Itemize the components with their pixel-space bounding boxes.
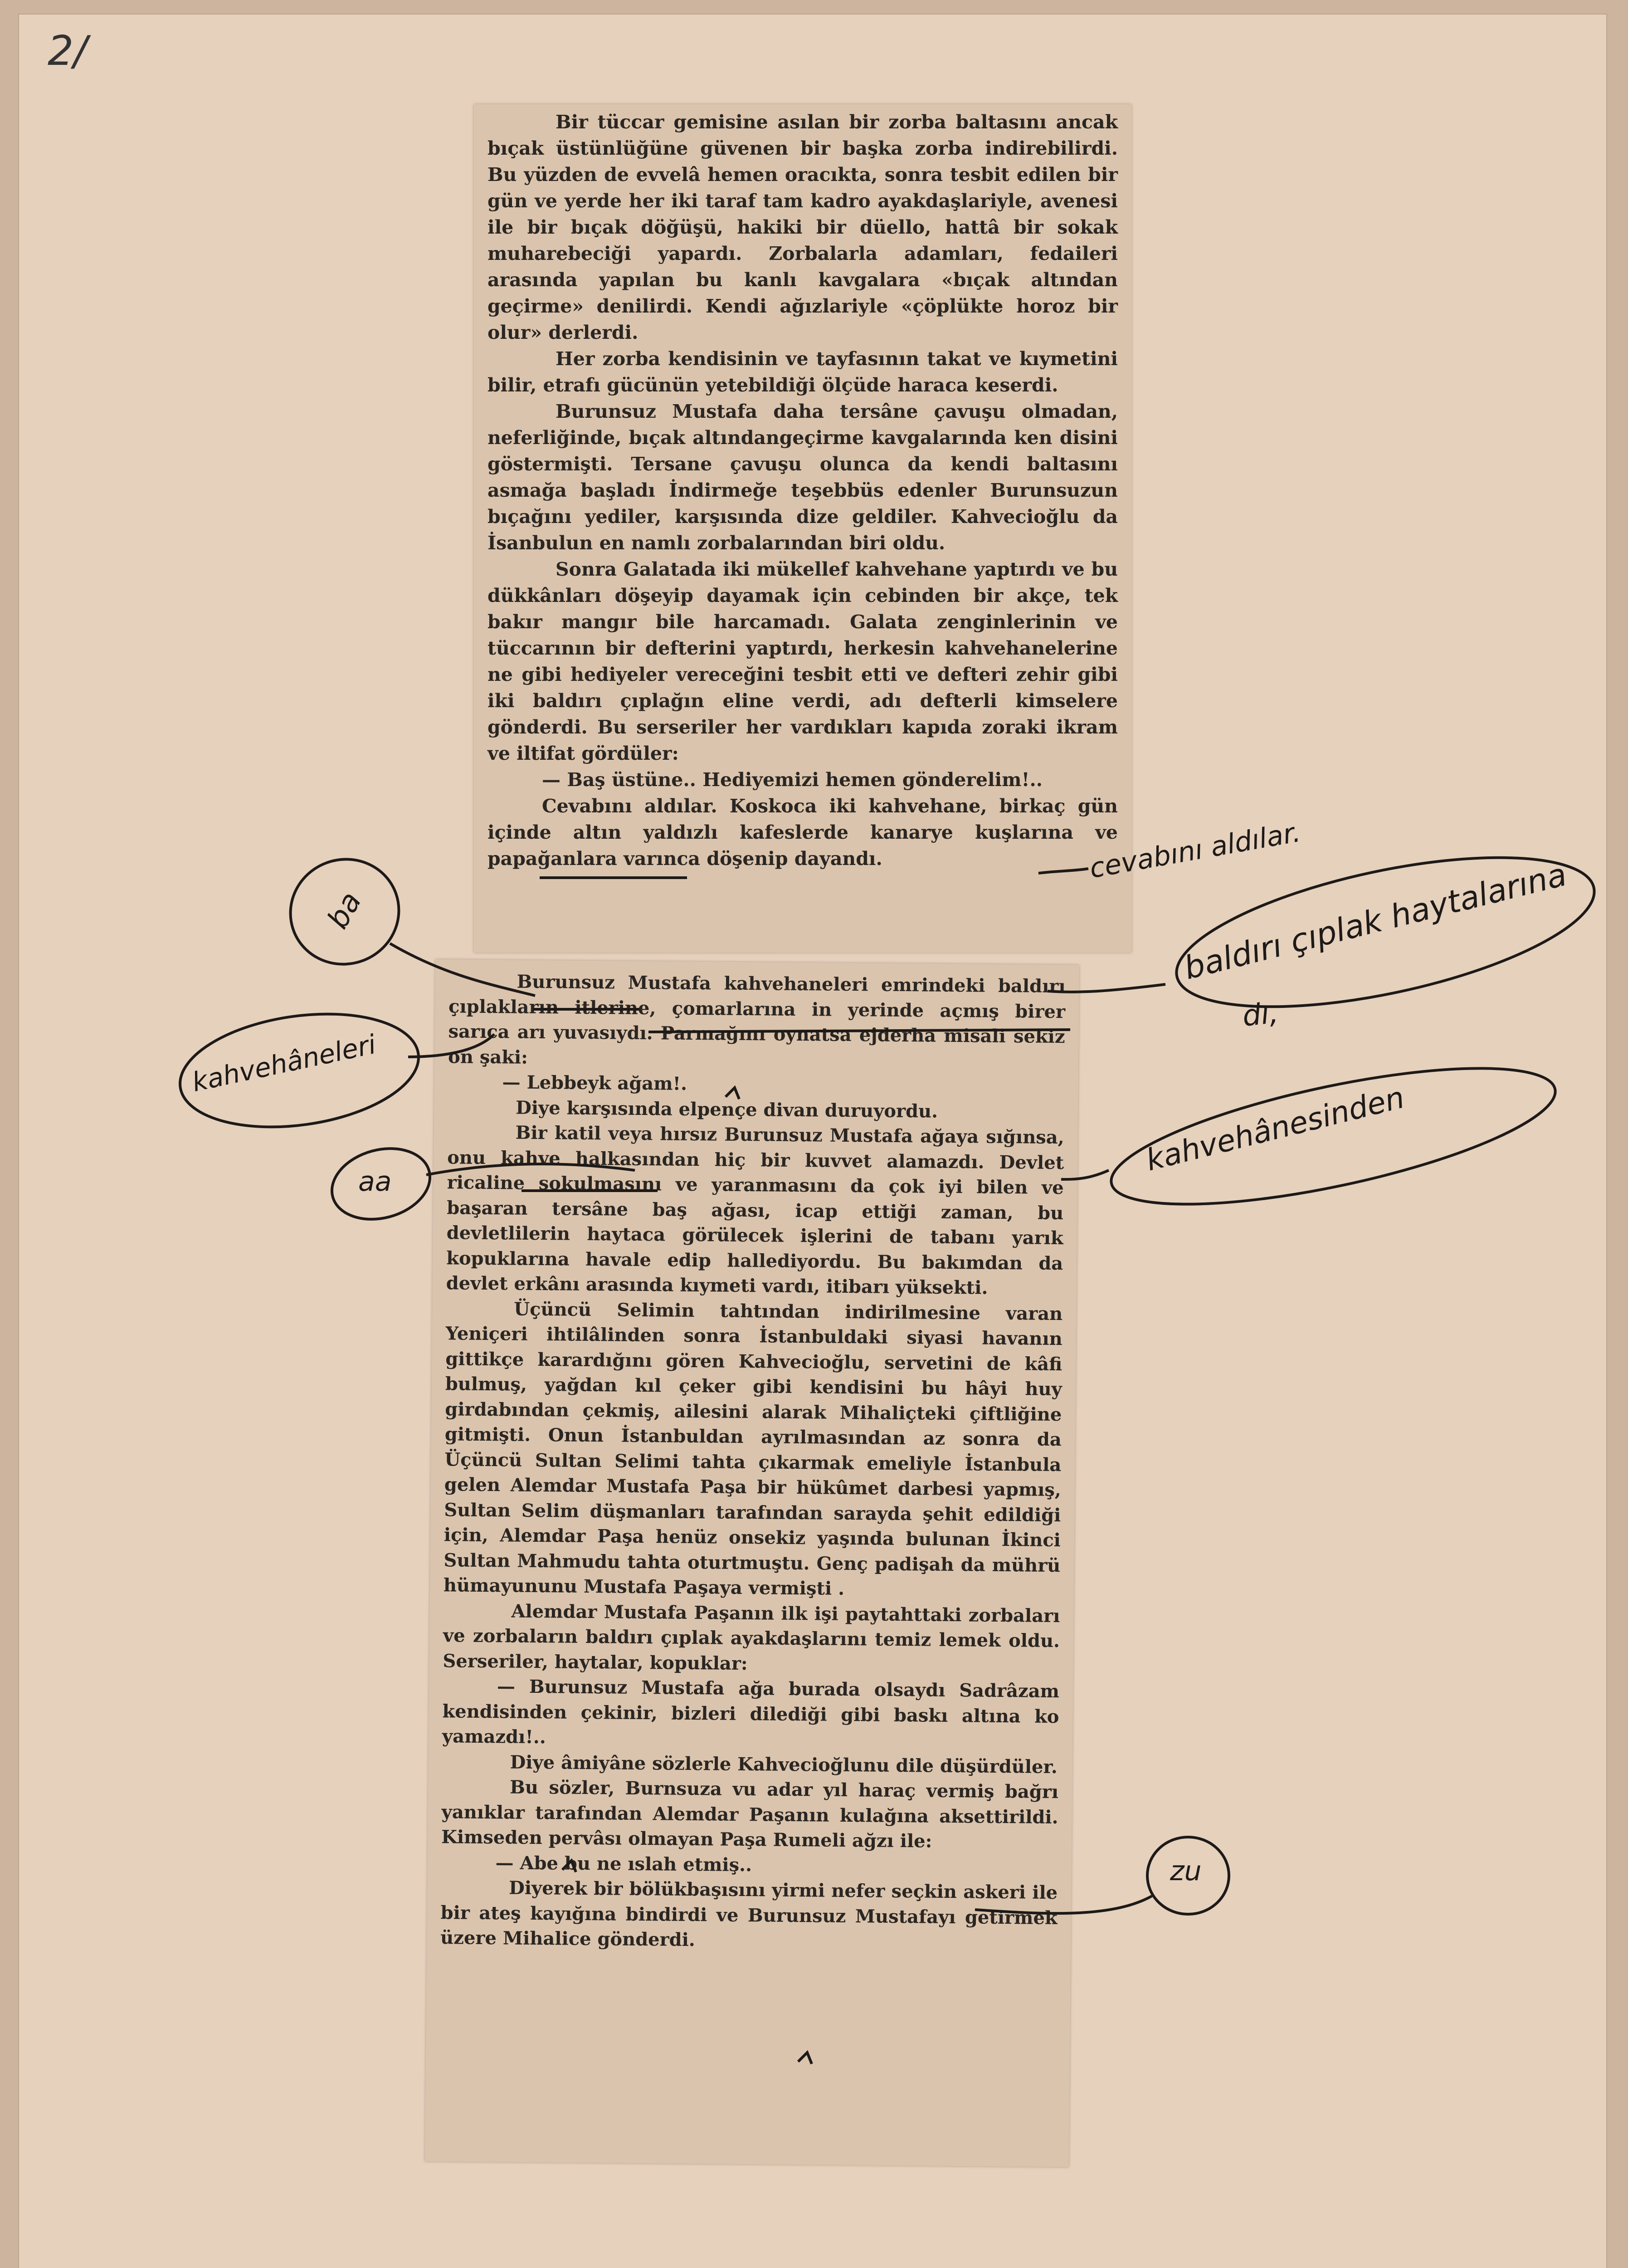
note-di: dı, (1241, 996, 1280, 1033)
note-baldiri-ciplak: baldırı çıplak haytalarına (1180, 855, 1570, 987)
newspaper-clipping-top (474, 104, 1131, 953)
dialogue-line: — Burunsuz Mustafa ağa burada olsaydı Sadrâzam kendisinden çekinir, bizleri dilediği gibi baskı altına ko yamazdı!.. (442, 1676, 1060, 1748)
paragraph: Bir katil veya hırsız Burunsuz Mustafa ağaya sığınsa, onu kahve halkasından hiç bir kuvvet alamazdı. Devlet ricaline sokulmasını ve yaranmasını da çok iyi bilen ve başaran tersâne baş ağası, icap ettiği zaman, bu devletlilerin haytaca görülecek işlerini de tabanı yarık kopuklarına havale edip hallediyordu. Bu bakımdan da devlet erkânı arasında kıymeti vardı, itibarı yüksekti. (446, 1122, 1064, 1299)
paragraph: Bir tüccar gemisine asılan bir zorba baltasını ancak bıçak üstünlüğüne güvenen bir başka zorba indirebilirdi. Bu yüzden de evvelâ hemen oracıkta, sonra tesbit edilen bir gün ve yerde her iki taraf tam kadro ayakdaşlariyle, avenesi ile bir bıçak döğüşü, hakiki bir düello, hattâ bir sokak muharebeciği yapardı. Zorbalarla adamları, fedaileri arasında yapılan bu kanlı kavgalara «bıçak altından geçirme» denilirdi. Kendi ağızlariyle «çöplükte horoz bir olur» derlerdi. (487, 111, 1118, 343)
page-number: 2/ (48, 27, 88, 75)
paragraph: Her zorba kendisinin ve tayfasının takat ve kıymetini bilir, etrafı gücünün yetebildiği ölçüde haraca keserdi. (487, 348, 1118, 396)
dialogue-line: — Lebbeyk ağam!. (502, 1071, 687, 1095)
paragraph: Diye âmiyâne sözlerle Kahvecioğlunu dile düşürdüler. (510, 1751, 1058, 1778)
paragraph: Diyerek bir bölükbaşısını yirmi nefer seçkin askeri ile bir ateş kayığına bindirdi ve Burunsuz Mustafayı getirmek üzere Mihalice gönderdi. (440, 1877, 1058, 1951)
paragraph: Burunsuz Mustafa kahvehaneleri emrindeki baldırı çıplakların itlerine, çomarlarına in yerinde açmış birer sarıca arı yuvasıydı. Parmağını oynatsa ejderha misali sekiz on şaki: (448, 971, 1066, 1068)
note-cevabini-aldilar: cevabını aldılar. (1087, 816, 1303, 885)
dialogue-line: — Abe bu ne ıslah etmiş.. (495, 1852, 752, 1876)
newspaper-clipping-bottom (425, 959, 1079, 2167)
note-ba: ba (321, 886, 368, 935)
paragraph: Burunsuz Mustafa daha tersâne çavuşu olmadan, neferliğinde, bıçak altındangeçirme kavgalarında ken disini göstermişti. Tersane çavuşu olunca da kendi baltasını asmağa başladı İndirmeğe teşebbüs edenler Burunsuzun bıçağını yediler, karşısında dize geldiler. Kahvecioğlu da İsanbulun en namlı zorbalarından biri oldu. (487, 401, 1118, 554)
paragraph: Üçüncü Selimin tahtından indirilmesine varan Yeniçeri ihtilâlinden sonra İstanbuldaki siyasi havanın gittikçe karardığını gören Kahvecioğlu, servetini de kâfi bulmuş, yağdan kıl çeker gibi kendisini bu hâyi huy girdabından çekmiş, ailesini alarak Mihaliçteki çiftliğine gitmişti. Onun İstanbuldan ayrılmasından az sonra da Üçüncü Sultan Selimi tahta çıkarmak emeliyle İstanbula gelen Alemdar Mustafa Paşa bir hükûmet darbesi yapmış, Sultan Selim düşmanları tarafından sarayda şehit edildiği için, Alemdar Paşa henüz onsekiz yaşında bulunan İkinci Sultan Mahmudu tahta oturtmuştu. Genç padişah da mührü hümayununu Mustafa Paşaya vermişti . (443, 1298, 1063, 1599)
paragraph: Cevabını aldılar. Koskoca iki kahvehane, birkaç gün içinde altın yaldızlı kafeslerde kanarye kuşlarına ve papağanlara varınca döşenip dayandı. (487, 795, 1118, 870)
dialogue-line: — Baş üstüne.. Hediyemizi hemen gönderelim!.. (542, 769, 1043, 791)
note-kahvehaneleri: kahvehâneleri (189, 1028, 379, 1098)
note-zu: zu (1170, 1855, 1202, 1887)
paragraph: Bu sözler, Burnsuza vu adar yıl haraç vermiş bağrı yanıklar tarafından Alemdar Paşanın kulağına aksettirildi. Kimseden pervâsı olmayan Paşa Rumeli ağzı ile: (441, 1776, 1059, 1852)
paragraph: Alemdar Mustafa Paşanın ilk işi paytahttaki zorbaları ve zorbaların baldırı çıplak ayakdaşlarını temiz lemek oldu. Serseriler, haytalar, kopuklar: (443, 1600, 1060, 1674)
paragraph: Diye karşısında elpençe divan duruyordu. (515, 1097, 938, 1122)
note-kahvehanesinden: kahvehânesinden (1142, 1080, 1408, 1178)
paragraph: Sonra Galatada iki mükellef kahvehane yaptırdı ve bu dükkânları döşeyip dayamak için cebinden bir akçe, tek bakır mangır bile harcamadı. Galata zenginlerinin ve tüccarının bir defterini yaptırdı, herkesin kahvehanelerine ne gibi hediyeler vereceğini tesbit etti ve defteri zehir gibi iki baldırı çıplağın eline verdi, adı defterli kimselere gönderdi. Bu serseriler her vardıkları kapıda zoraki ikram ve iltifat gördüler: (487, 558, 1118, 764)
note-aa: aa (358, 1166, 392, 1198)
